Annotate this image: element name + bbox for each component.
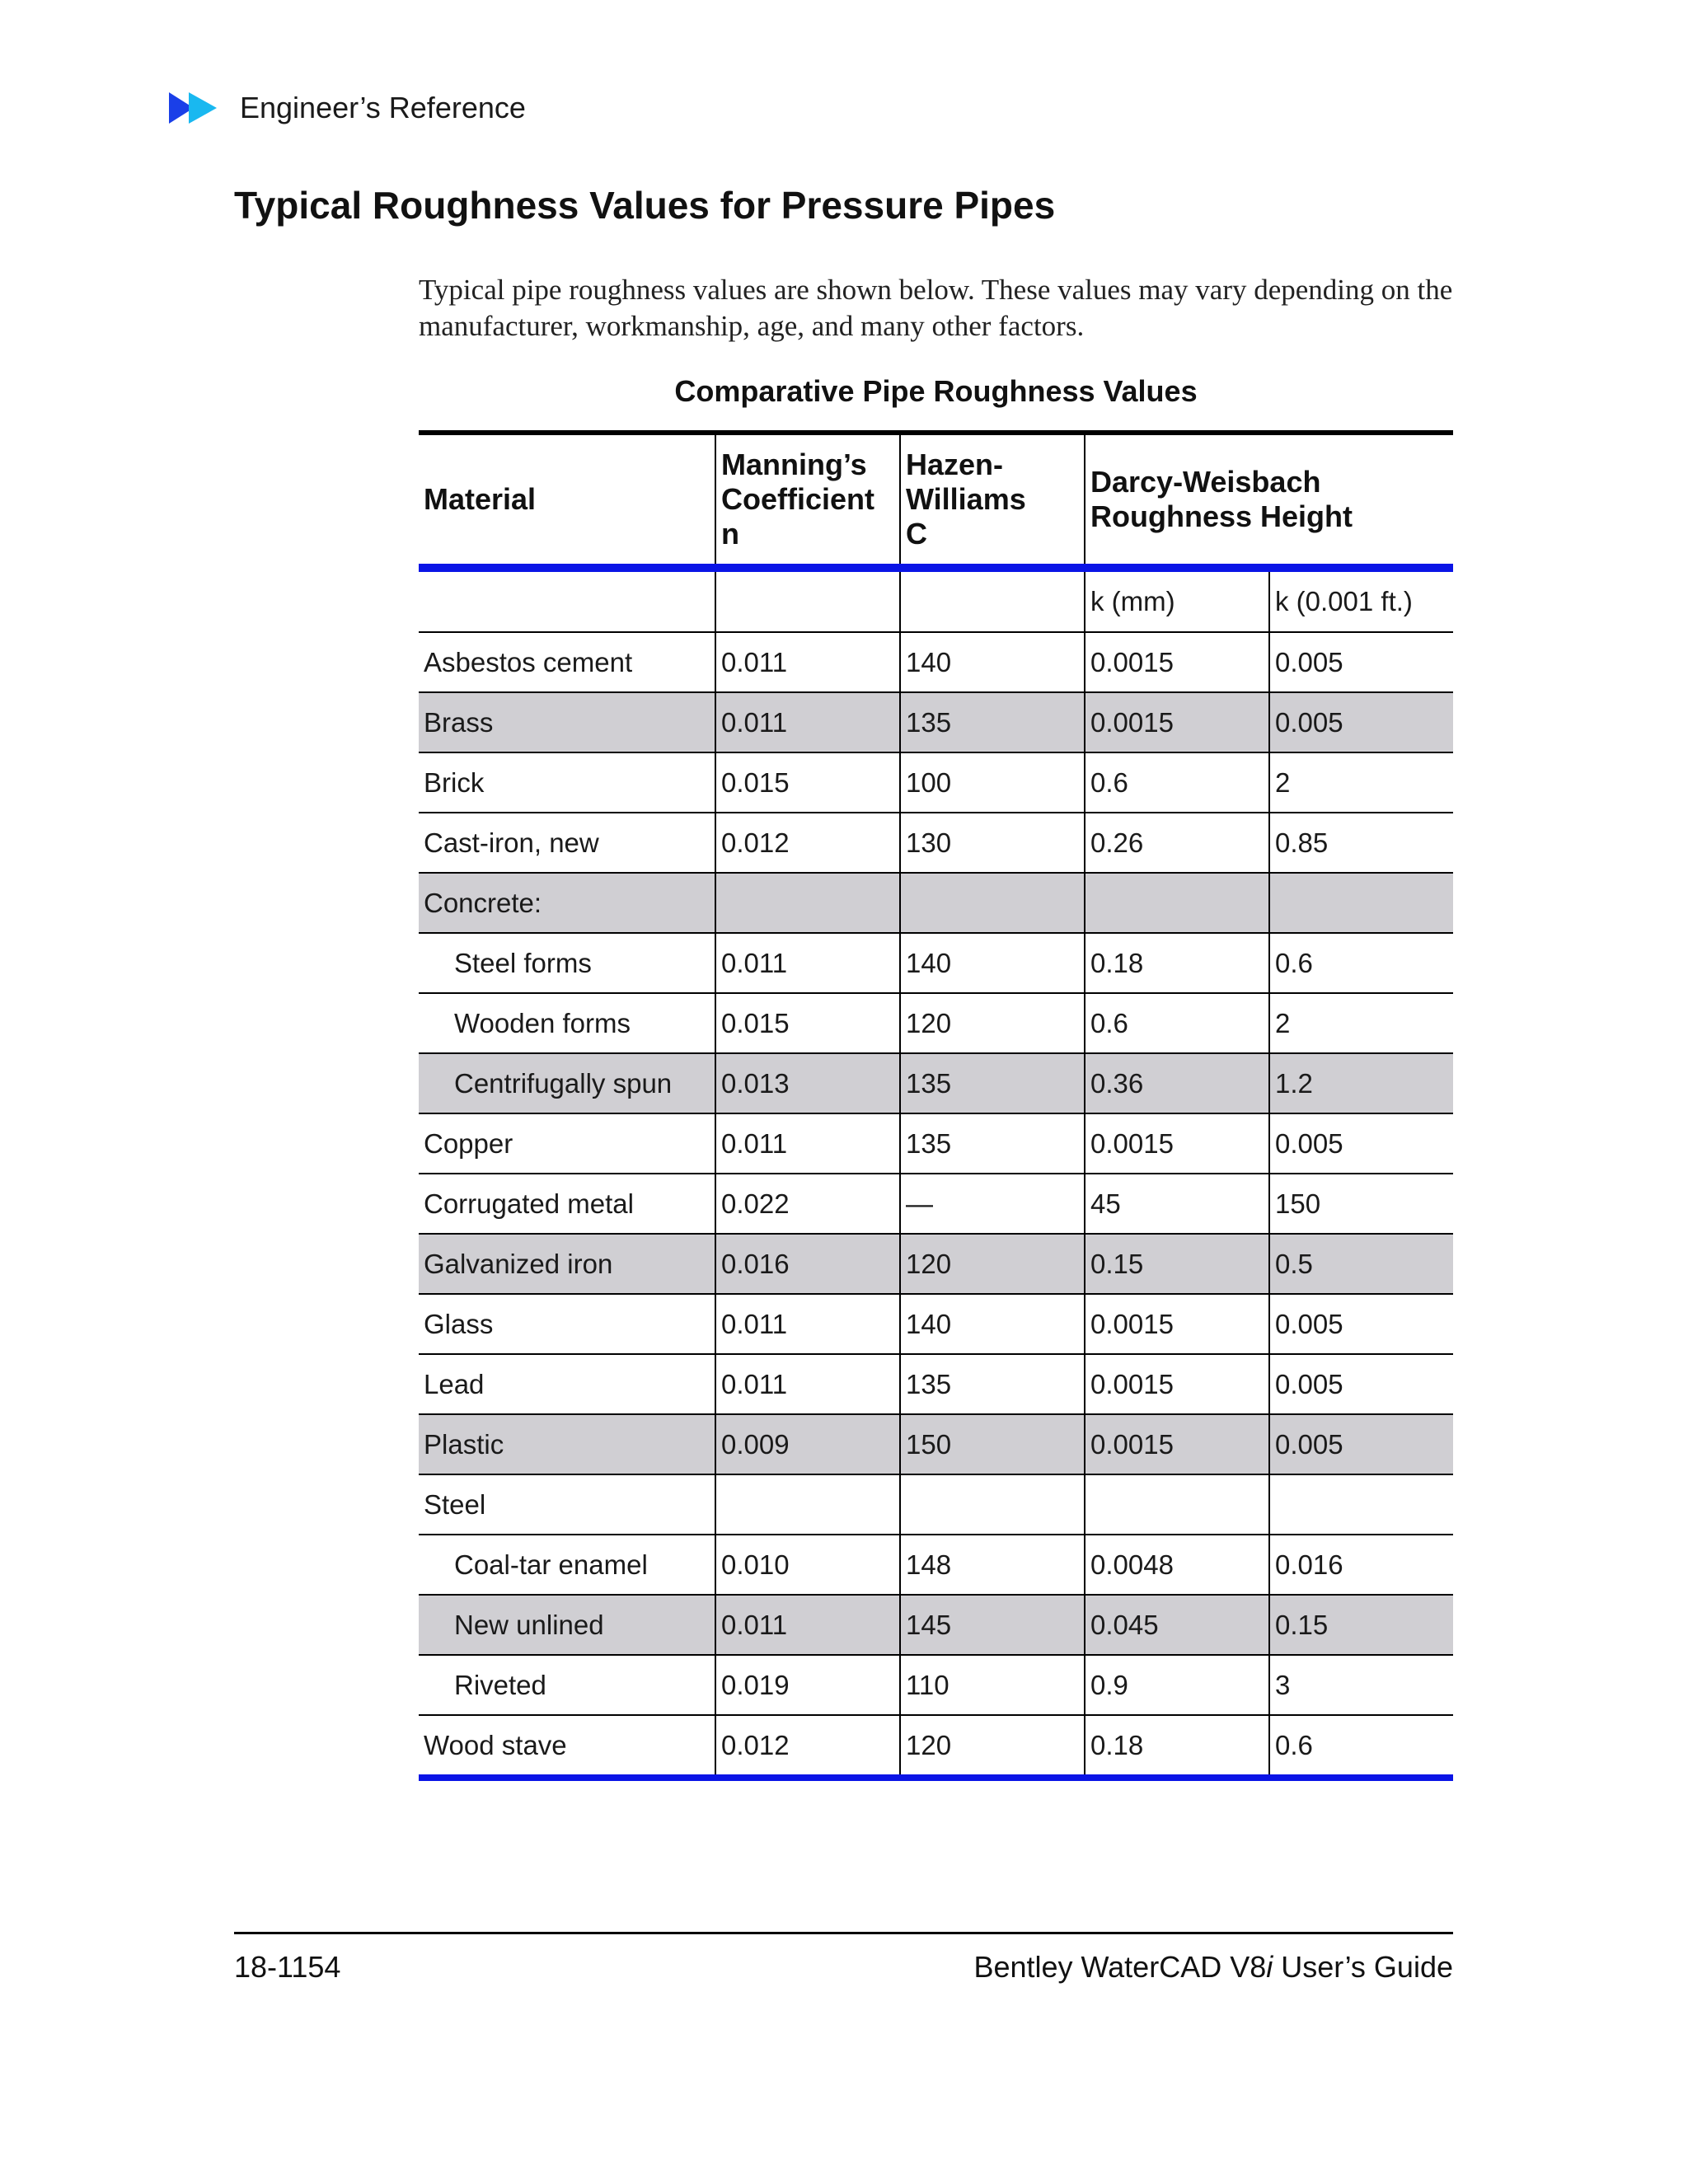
cell-hazen-c: 150: [900, 1414, 1085, 1474]
cell-manning-n: 0.010: [715, 1535, 900, 1595]
table-row: [419, 1234, 1453, 1294]
cell-material: Galvanized iron: [419, 1234, 715, 1294]
cell-manning-n: 0.015: [715, 752, 900, 813]
cell-material: Asbestos cement: [419, 632, 715, 692]
cell-material: Lead: [419, 1354, 715, 1414]
cell-k-ft: 3: [1269, 1655, 1453, 1715]
cell-k-mm: 0.15: [1085, 1234, 1269, 1294]
page-number: 18-1154: [234, 1950, 341, 1984]
cell-k-ft: 2: [1269, 752, 1453, 813]
header-darcy-weisbach: Darcy-Weisbach Roughness Height: [1085, 433, 1453, 568]
cell-k-mm: 0.0015: [1085, 1354, 1269, 1414]
cell-k-mm: 0.0015: [1085, 1113, 1269, 1174]
cell-k-mm: 0.9: [1085, 1655, 1269, 1715]
cell-k-ft: 0.15: [1269, 1595, 1453, 1655]
cell-material: Brick: [419, 752, 715, 813]
cell-manning-n: 0.009: [715, 1414, 900, 1474]
cell-hazen-c: [900, 1474, 1085, 1535]
units-cell-empty: [715, 568, 900, 632]
guide-title: Bentley WaterCAD V8i User’s Guide: [973, 1950, 1453, 1984]
cell-manning-n: 0.022: [715, 1174, 900, 1234]
cell-hazen-c: 100: [900, 752, 1085, 813]
cell-k-ft: 0.005: [1269, 1354, 1453, 1414]
cell-material: New unlined: [419, 1595, 715, 1655]
table-row: [419, 1354, 1453, 1414]
cell-k-ft: 0.005: [1269, 692, 1453, 752]
table-row: [419, 1474, 1453, 1535]
cell-k-mm: 0.6: [1085, 993, 1269, 1053]
cell-material: Wood stave: [419, 1715, 715, 1778]
units-cell-empty: [419, 568, 715, 632]
cell-manning-n: 0.015: [715, 993, 900, 1053]
cell-manning-n: 0.011: [715, 1294, 900, 1354]
cell-hazen-c: 135: [900, 1053, 1085, 1113]
cell-material: Coal-tar enamel: [419, 1535, 715, 1595]
cell-manning-n: 0.013: [715, 1053, 900, 1113]
cell-hazen-c: 140: [900, 1294, 1085, 1354]
cell-material: Concrete:: [419, 873, 715, 933]
running-head: [169, 89, 526, 127]
cell-material: Brass: [419, 692, 715, 752]
cell-manning-n: 0.012: [715, 1715, 900, 1778]
table-row: [419, 1414, 1453, 1474]
unit-k-mm: k (mm): [1085, 568, 1269, 632]
cell-material: Plastic: [419, 1414, 715, 1474]
cell-manning-n: [715, 1474, 900, 1535]
cell-k-mm: 0.0015: [1085, 1414, 1269, 1474]
cell-k-mm: 0.045: [1085, 1595, 1269, 1655]
cell-material: Wooden forms: [419, 993, 715, 1053]
cell-k-ft: 0.005: [1269, 1113, 1453, 1174]
cell-manning-n: 0.011: [715, 1595, 900, 1655]
cell-material: Steel forms: [419, 933, 715, 993]
table-row: [419, 692, 1453, 752]
table-row: [419, 1655, 1453, 1715]
cell-k-ft: 150: [1269, 1174, 1453, 1234]
cell-k-ft: 1.2: [1269, 1053, 1453, 1113]
cell-k-ft: 0.016: [1269, 1535, 1453, 1595]
cell-k-mm: 0.36: [1085, 1053, 1269, 1113]
unit-k-ft: k (0.001 ft.): [1269, 568, 1453, 632]
roughness-table: [419, 430, 1453, 1781]
cell-hazen-c: 120: [900, 1234, 1085, 1294]
cell-material: Glass: [419, 1294, 715, 1354]
cell-material: Cast-iron, new: [419, 813, 715, 873]
cell-hazen-c: 135: [900, 1113, 1085, 1174]
running-head-text: Engineer’s Reference: [240, 91, 526, 124]
cell-k-mm: 0.0048: [1085, 1535, 1269, 1595]
cell-hazen-c: 135: [900, 692, 1085, 752]
header-hazen-williams: Hazen- Williams C: [900, 433, 1085, 568]
footer-rule: [234, 1932, 1453, 1934]
cell-manning-n: 0.011: [715, 692, 900, 752]
cell-manning-n: [715, 873, 900, 933]
cell-k-mm: 0.0015: [1085, 632, 1269, 692]
cell-k-mm: 0.26: [1085, 813, 1269, 873]
cell-k-mm: 0.6: [1085, 752, 1269, 813]
cell-material: Corrugated metal: [419, 1174, 715, 1234]
cell-k-mm: 0.18: [1085, 1715, 1269, 1778]
units-cell-empty: [900, 568, 1085, 632]
table-row: [419, 1535, 1453, 1595]
cell-manning-n: 0.011: [715, 1113, 900, 1174]
cell-manning-n: 0.011: [715, 933, 900, 993]
table-caption: Comparative Pipe Roughness Values: [674, 374, 1198, 408]
cell-material: Steel: [419, 1474, 715, 1535]
cell-material: Copper: [419, 1113, 715, 1174]
cell-hazen-c: —: [900, 1174, 1085, 1234]
double-chevron-right-icon: [169, 89, 220, 127]
intro-paragraph: Typical pipe roughness values are shown below. These values may vary depending on the manufacturer, workmanship, age, and many other factors.: [419, 274, 1453, 342]
units-row: [419, 568, 1453, 632]
cell-hazen-c: 145: [900, 1595, 1085, 1655]
cell-manning-n: 0.011: [715, 1354, 900, 1414]
cell-k-mm: [1085, 873, 1269, 933]
table-row: [419, 993, 1453, 1053]
cell-k-mm: 0.0015: [1085, 1294, 1269, 1354]
cell-hazen-c: 130: [900, 813, 1085, 873]
cell-k-mm: 45: [1085, 1174, 1269, 1234]
cell-hazen-c: 120: [900, 993, 1085, 1053]
cell-manning-n: 0.011: [715, 632, 900, 692]
cell-material: Riveted: [419, 1655, 715, 1715]
cell-hazen-c: 148: [900, 1535, 1085, 1595]
header-manning: Manning’s Coefficient n: [715, 433, 900, 568]
cell-k-ft: 0.6: [1269, 1715, 1453, 1778]
cell-k-mm: [1085, 1474, 1269, 1535]
cell-hazen-c: [900, 873, 1085, 933]
table-row: [419, 752, 1453, 813]
cell-manning-n: 0.012: [715, 813, 900, 873]
cell-k-mm: 0.18: [1085, 933, 1269, 993]
page-title: Typical Roughness Values for Pressure Pipes: [234, 184, 1056, 227]
table-row: [419, 632, 1453, 692]
cell-k-mm: 0.0015: [1085, 692, 1269, 752]
cell-manning-n: 0.016: [715, 1234, 900, 1294]
cell-manning-n: 0.019: [715, 1655, 900, 1715]
cell-k-ft: 0.85: [1269, 813, 1453, 873]
table-row: [419, 1053, 1453, 1113]
roughness-table-container: [419, 430, 1453, 1781]
cell-hazen-c: 140: [900, 933, 1085, 993]
cell-k-ft: [1269, 873, 1453, 933]
table-row: [419, 1174, 1453, 1234]
table-row: [419, 813, 1453, 873]
cell-k-ft: [1269, 1474, 1453, 1535]
cell-k-ft: 0.005: [1269, 1414, 1453, 1474]
table-row: [419, 1595, 1453, 1655]
table-row: [419, 1294, 1453, 1354]
table-row: [419, 1715, 1453, 1778]
cell-k-ft: 0.5: [1269, 1234, 1453, 1294]
cell-k-ft: 2: [1269, 993, 1453, 1053]
cell-hazen-c: 110: [900, 1655, 1085, 1715]
table-header-row: [419, 433, 1453, 568]
table-row: [419, 933, 1453, 993]
cell-hazen-c: 120: [900, 1715, 1085, 1778]
cell-hazen-c: 140: [900, 632, 1085, 692]
cell-k-ft: 0.005: [1269, 632, 1453, 692]
cell-material: Centrifugally spun: [419, 1053, 715, 1113]
cell-hazen-c: 135: [900, 1354, 1085, 1414]
header-material: Material: [419, 433, 715, 568]
cell-k-ft: 0.6: [1269, 933, 1453, 993]
table-row: [419, 1113, 1453, 1174]
cell-k-ft: 0.005: [1269, 1294, 1453, 1354]
table-row: [419, 873, 1453, 933]
